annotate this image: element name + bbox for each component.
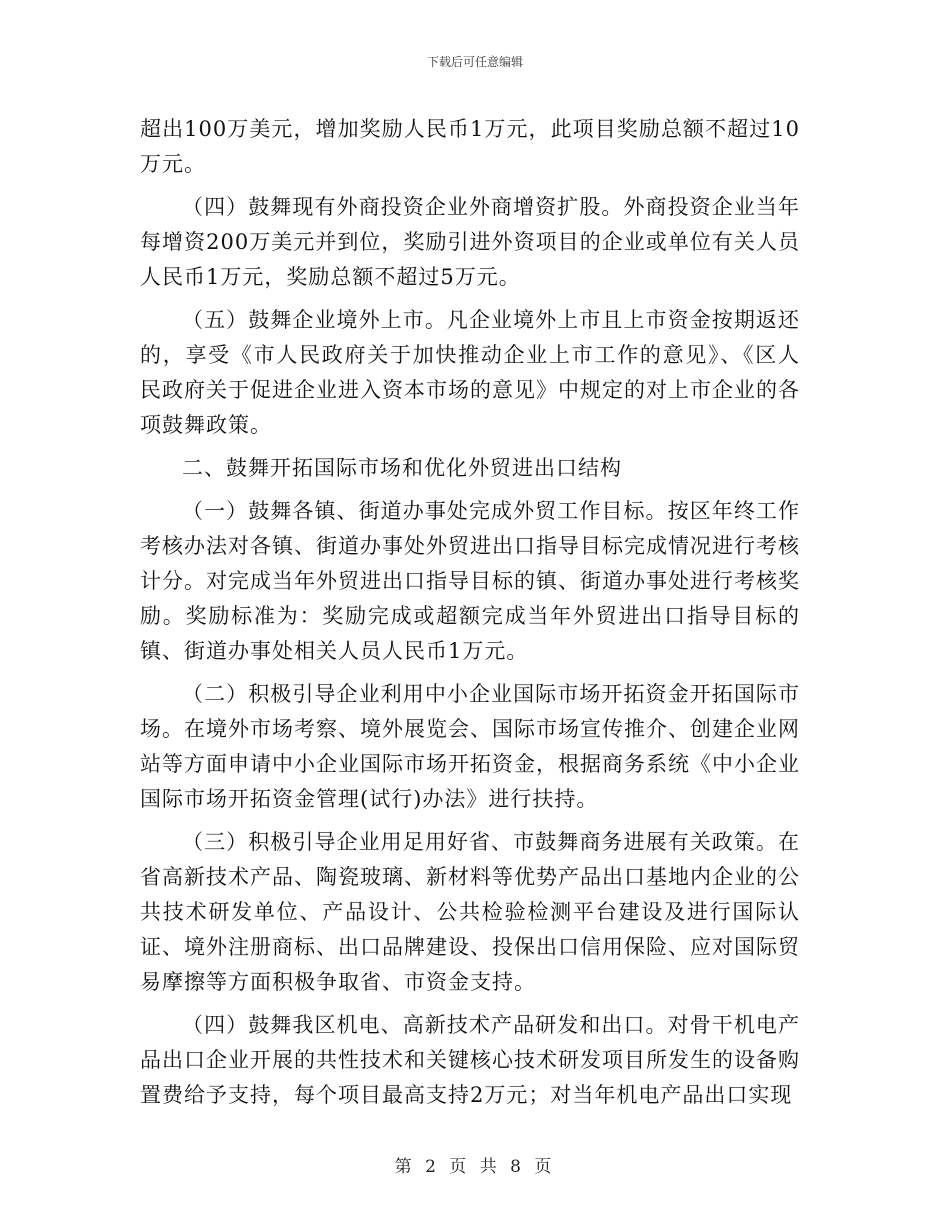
document-body (140, 112, 800, 1121)
paragraph-sme-market-fund: （二）积极引导企业利用中小企业国际市场开拓资金开拓国际市场。在境外市场考察、境外展览会、国际市场宣传推介、创建企业网站等方面申请中小企业国际市场开拓资金，根据商务系统《中小企业国际市场开拓资金管理(试行)办法》进行扶持。 (140, 682, 800, 811)
paragraph-hightech-export: （四）鼓舞我区机电、高新技术产品研发和出口。对骨干机电产品出口企业开展的共性技术和关键核心技术研发项目所发生的设备购置费给予支持，每个项目最高支持2万元；对当年机电产品出口实现 (140, 1013, 800, 1107)
paragraph-overseas-listing: （五）鼓舞企业境外上市。凡企业境外上市且上市资金按期返还的，享受《市人民政府关于加快推动企业上市工作的意见》、《区人民政府关于促进企业进入资本市场的意见》中规定的对上市企业的各项鼓舞政策。 (140, 308, 800, 437)
paragraph-provincial-policies: （三）积极引导企业用足用好省、市鼓舞商务进展有关政策。在省高新技术产品、陶瓷玻璃、新材料等优势产品出口基地内企业的公共技术研发单位、产品设计、公共检验检测平台建设及进行国际认证、境外注册商标、出口品牌建设、投保出口信用保险、应对国际贸易摩擦等方面积极争取省、市资金支持。 (140, 830, 800, 994)
section-heading-international-market: 二、鼓舞开拓国际市场和优化外贸进出口结构 (182, 456, 622, 480)
paragraph-foreign-trade-targets: （一）鼓舞各镇、街道办事处完成外贸工作目标。按区年终工作考核办法对各镇、街道办事处外贸进出口指导目标完成情况进行考核计分。对完成当年外贸进出口指导目标的镇、街道办事处进行考核奖励。奖励标准为：奖励完成或超额完成当年外贸进出口指导目标的镇、街道办事处相关人员人民币1万元。 (140, 499, 800, 663)
paragraph-continuation: 超出100万美元，增加奖励人民币1万元，此项目奖励总额不超过10万元。 (140, 117, 800, 176)
page-number: 第 2 页 共 8 页 (394, 1157, 556, 1177)
paragraph-foreign-capital-increase: （四）鼓舞现有外商投资企业外商增资扩股。外商投资企业当年每增资200万美元并到位，奖励引进外资项目的企业或单位有关人员人民币1万元，奖励总额不超过5万元。 (140, 195, 800, 289)
page-header: 下载后可任意编辑 (426, 55, 523, 69)
